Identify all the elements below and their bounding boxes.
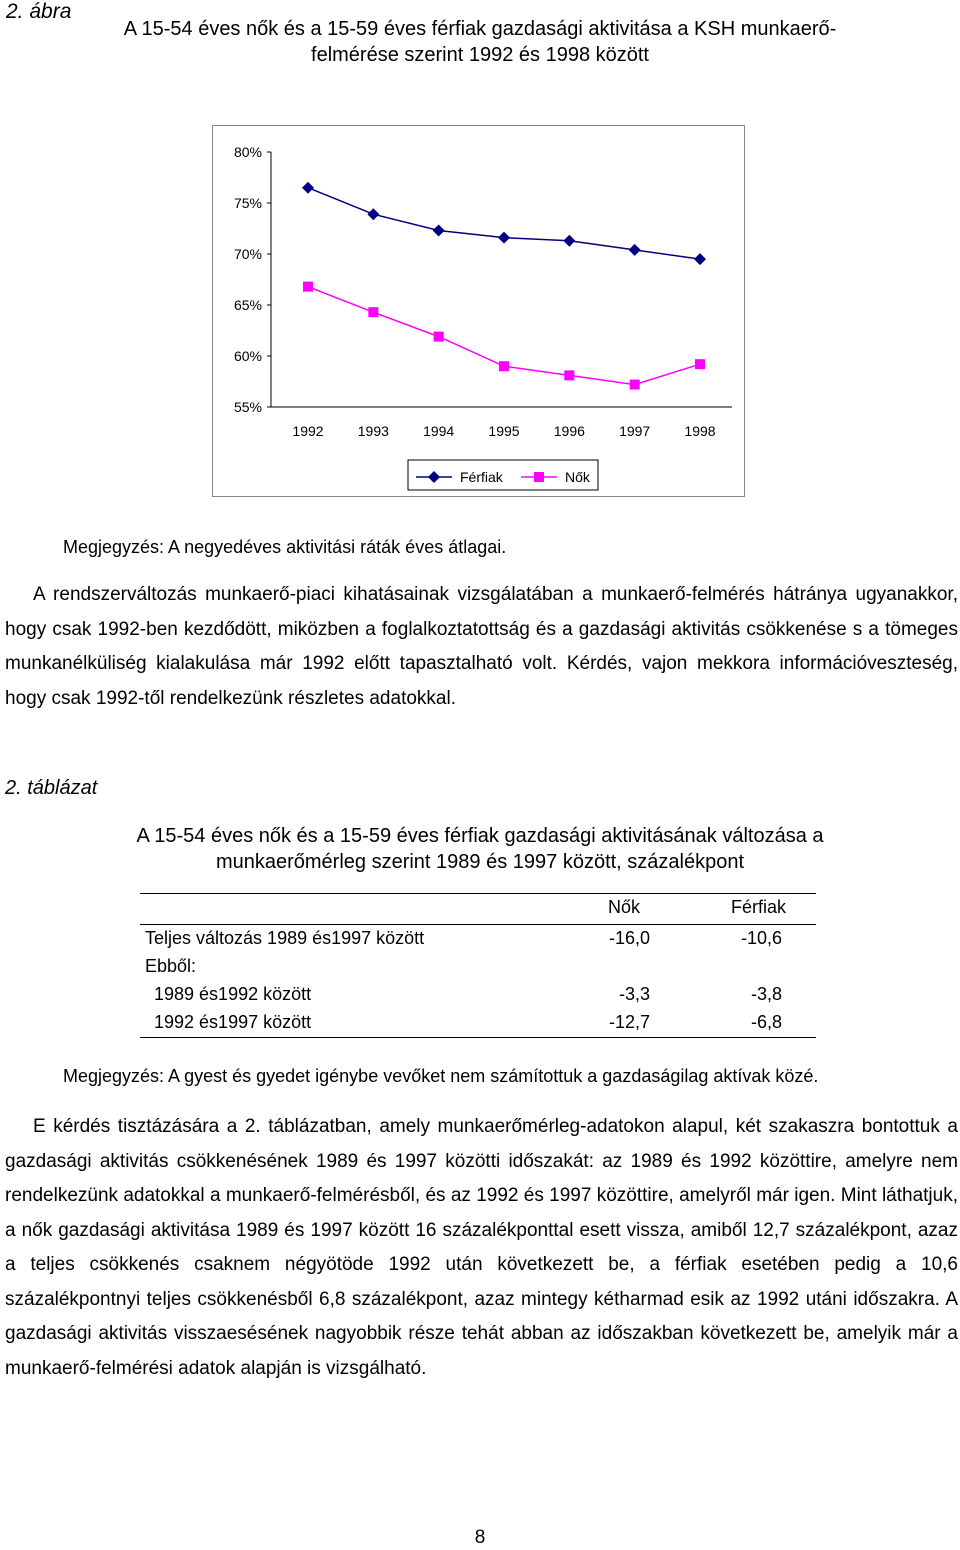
data-point-f-rfiak — [498, 232, 510, 244]
table-cell: -3,8 — [750, 984, 782, 1004]
table-cell: 1989 és1992 között — [154, 984, 312, 1004]
series-line-f-rfiak — [308, 188, 700, 259]
paragraph-2: E kérdés tisztázására a 2. táblázatban, amely munkaerőmérleg-adatokon alapul, két szakaszra bontottuk a gazdasági aktivitás csökkenésének 1989 és 1997 közötti időszakát: az 1989 és 1992 közöttire, amelyre nem rendelkezünk adatokkal a munkaerő-felmérésből, és az 1992 és 1997 közöttire, amelyről már igen. Mint láthatjuk, a nők gazdasági aktivitása 1989 és 1997 között 16 százalékponttal esett vissza, amiből 12,7 százalékpont, azaz a teljes csökkenés csaknem négyötöde 1992 után következett be, a férfiak esetében pedig a 10,6 százalékpontnyi teljes csökkenésből 6,8 százalékpont, azaz mintegy kétharmad esik az 1992 utáni időszakra. A gazdasági aktivitás visszaesésének nagyobbik része tehát abban az időszakban következett be, amelyik már a munkaerő-felmérési adatok alapján is vizsgálható. — [5, 1116, 958, 1379]
y-tick-label: 70% — [233, 246, 262, 262]
y-tick-label: 60% — [233, 348, 262, 364]
figure-title — [0, 16, 960, 68]
table-cell: -12,7 — [608, 1012, 650, 1032]
table-cell: Teljes változás 1989 és1997 között — [145, 928, 425, 948]
data-point-n-k — [564, 370, 574, 380]
table-cell: -6,8 — [750, 1012, 782, 1032]
page-number: 8 — [474, 1527, 486, 1548]
data-table — [140, 893, 816, 1038]
line-chart — [212, 125, 745, 497]
figure-title-line-2: felmérése szerint 1992 és 1998 között — [311, 44, 649, 66]
table-cell: -3,3 — [618, 984, 650, 1004]
x-tick-label: 1993 — [357, 423, 389, 439]
table-cell: -10,6 — [740, 928, 782, 948]
x-tick-label: 1998 — [684, 423, 716, 439]
y-tick-label: 55% — [233, 399, 262, 415]
table-title-line-2: munkaerőmérleg szerint 1989 és 1997 között, százalékpont — [215, 851, 745, 873]
data-point-f-rfiak — [367, 208, 379, 220]
table-note: Megjegyzés: A gyest és gyedet igénybe vevőket nem számítottuk a gazdaságilag aktívak közé. — [63, 1066, 819, 1086]
legend-label-n-k: Nők — [565, 469, 590, 485]
table-header-nok: Nők — [607, 897, 640, 917]
data-point-f-rfiak — [629, 244, 641, 256]
figure-label: 2. ábra — [6, 0, 72, 23]
table-cell: 1992 és1997 között — [154, 1012, 312, 1032]
x-tick-label: 1995 — [488, 423, 520, 439]
data-point-n-k — [303, 282, 313, 292]
table-header-row — [140, 894, 816, 925]
table-cell: -16,0 — [608, 928, 650, 948]
table-row — [140, 981, 816, 1009]
data-point-n-k — [368, 307, 378, 317]
data-point-f-rfiak — [563, 235, 575, 247]
y-tick-label: 80% — [233, 144, 262, 160]
data-point-n-k — [434, 332, 444, 342]
data-point-f-rfiak — [694, 253, 706, 265]
paragraph-1: A rendszerváltozás munkaerő-piaci kihatásainak vizsgálatában a munkaerő-felmérés hátránya ugyanakkor, hogy csak 1992-ben kezdődött, miközben a foglalkoztatottság és a gazdasági aktivitás csökkenése s a tömeges munkanélküliség kialakulása már 1992 előtt tapasztalható volt. Kérdés, vajon mekkora információveszteség, hogy csak 1992-től rendelkezünk részletes adatokkal. — [5, 584, 958, 709]
legend-label-f-rfiak: Férfiak — [460, 469, 503, 485]
y-tick-label: 75% — [233, 195, 262, 211]
table-row — [140, 1009, 816, 1037]
table-cell: Ebből: — [145, 956, 197, 976]
table-row — [140, 925, 816, 953]
data-point-f-rfiak — [302, 182, 314, 194]
data-point-n-k — [630, 380, 640, 390]
figure-note: Megjegyzés: A negyedéves aktivitási ráták éves átlagai. — [63, 537, 507, 557]
x-tick-label: 1994 — [423, 423, 455, 439]
legend-marker-n-k — [534, 472, 544, 482]
table-label: 2. táblázat — [5, 777, 98, 799]
data-point-n-k — [695, 359, 705, 369]
data-point-f-rfiak — [433, 225, 445, 237]
x-tick-label: 1997 — [619, 423, 651, 439]
table-row — [140, 953, 816, 981]
table-title-line-1: A 15-54 éves nők és a 15-59 éves férfiak gazdasági aktivitásának változása a — [136, 825, 824, 847]
data-point-n-k — [499, 361, 509, 371]
table-header-ferfiak: Férfiak — [730, 897, 786, 917]
figure-title-line-1: A 15-54 éves nők és a 15-59 éves férfiak gazdasági aktivitása a KSH munkaerő- — [123, 18, 837, 40]
table-title — [0, 823, 960, 875]
x-tick-label: 1996 — [553, 423, 585, 439]
x-tick-label: 1992 — [292, 423, 324, 439]
y-tick-label: 65% — [233, 297, 262, 313]
